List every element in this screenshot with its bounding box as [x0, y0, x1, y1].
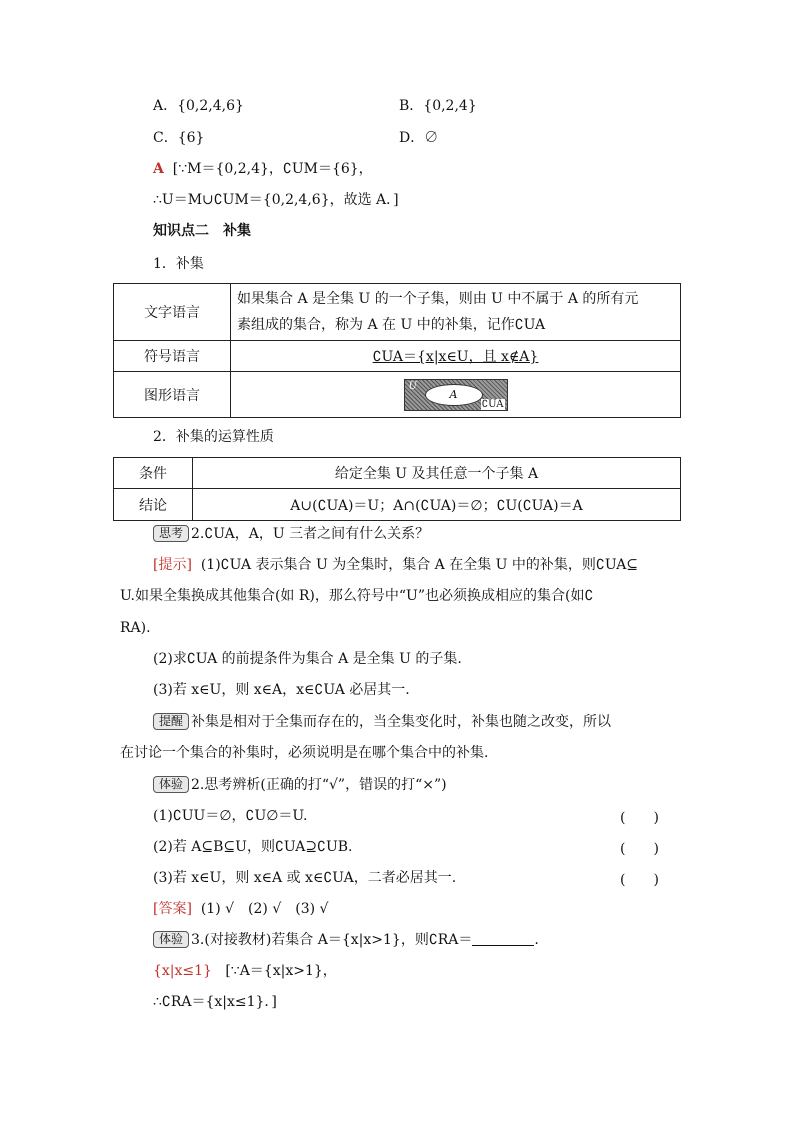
venn-label-complement: ∁UA: [481, 398, 504, 410]
complement-table: [113, 283, 681, 418]
row-label-symbol-language: 符号语言: [114, 341, 231, 372]
hint-tag: [提示]: [153, 557, 192, 573]
row-value-conclusion: A∪(∁UA)＝U；A∩(∁UA)＝∅；∁U(∁UA)＝A: [193, 489, 681, 521]
venn-diagram: [404, 379, 508, 411]
option-a: A．{0,2,4,6}: [153, 98, 244, 114]
properties-table: [113, 457, 681, 521]
row-label-condition: 条件: [114, 458, 193, 489]
hint-text-1: (1)∁UA 表示集合 U 为全集时，集合 A 在全集 U 中的补集，则∁UA⊆: [200, 557, 639, 573]
think-question-text: 2.∁UA，A，U 三者之间有什么关系？: [191, 526, 430, 542]
remind-tag: 提醒: [153, 713, 189, 730]
option-d: D．∅: [399, 130, 439, 146]
exp2-question-text: 3.(对接教材)若集合 A＝{x|x>1}，则∁RA＝: [191, 932, 473, 948]
exp1-title: [153, 776, 447, 794]
solution-line-2: ∴U＝M∪∁UM＝{0,2,4,6}，故选 A．]: [153, 192, 399, 208]
solution-text-1: [∵M＝{0,2,4}，∁UM＝{6}，: [172, 161, 373, 177]
venn-ellipse-a: A: [425, 384, 483, 406]
hint-line-1: [153, 556, 638, 574]
remind-line-2: 在讨论一个集合的补集时，必须说明是在哪个集合中的补集.: [120, 745, 489, 761]
row-label-graph-language: 图形语言: [114, 372, 231, 418]
subsection-2: 2．补集的运算性质: [153, 429, 274, 445]
definition-line-2: 素组成的集合，称为 A 在 U 中的补集，记作∁UA: [237, 317, 546, 333]
option-b: B．{0,2,4}: [399, 98, 477, 114]
row-value-condition: 给定全集 U 及其任意一个子集 A: [193, 458, 681, 489]
exp1-q3: (3)若 x∈U，则 x∈A 或 x∈∁UA，二者必居其一.: [153, 870, 457, 886]
think-question: [153, 525, 429, 543]
exp2-tag: 体验: [153, 931, 189, 948]
exp1-title-text: 2.思考辨析(正确的打“√”，错误的打“×”): [191, 777, 447, 793]
hint-line-4: (2)求∁UA 的前提条件为集合 A 是全集 U 的子集.: [153, 651, 462, 667]
row-label-conclusion: 结论: [114, 489, 193, 521]
hint-line-2: U.如果全集换成其他集合(如 R)，那么符号中“U”也必须换成相应的集合(如∁: [120, 588, 594, 604]
exp2-question: 体验 3.(对接教材)若集合 A＝{x|x>1}，则∁RA＝ .: [153, 931, 539, 949]
row-value-graph-language: [231, 372, 681, 418]
exp1-tag: 体验: [153, 776, 189, 793]
exp1-q1: (1)∁UU＝∅，∁U∅＝U.: [153, 808, 308, 824]
exp2-solution-text-1: [∵A＝{x|x>1}，: [225, 963, 337, 979]
think-tag: 思考: [153, 525, 189, 542]
exp1-answer-text: (1) √ (2) √ (3) √: [200, 901, 329, 917]
row-value-symbol-language: [231, 341, 681, 372]
symbol-definition: ∁UA＝{x|x∈U，且 x∉A}: [372, 349, 539, 365]
row-value-text-language: [231, 284, 681, 341]
exp1-q2: (2)若 A⊆B⊆U，则∁UA⊇∁UB.: [153, 839, 353, 855]
venn-label-u: U: [408, 380, 417, 392]
definition-line-1: 如果集合 A 是全集 U 的一个子集，则由 U 中不属于 A 的所有元: [237, 291, 639, 307]
hint-line-5: (3)若 x∈U，则 x∈A，x∈∁UA 必居其一.: [153, 682, 410, 698]
hint-line-3: RA).: [120, 620, 151, 636]
solution-line-1: [153, 160, 373, 178]
exp1-q2-paren: ( ): [620, 841, 659, 857]
option-c: C．{6}: [153, 130, 205, 146]
exp1-answer: [153, 900, 328, 918]
exp1-q3-paren: ( ): [620, 872, 659, 888]
remind-line-1: [153, 713, 611, 731]
exp1-answer-tag: [答案]: [153, 901, 192, 917]
subsection-1: 1．补集: [153, 256, 204, 272]
exp2-solution-1: [153, 962, 337, 980]
row-label-text-language: 文字语言: [114, 284, 231, 341]
exp2-answer: {x|x≤1}: [153, 963, 212, 979]
exp2-solution-2: ∴∁RA＝{x|x≤1}．]: [153, 994, 277, 1010]
exp1-q1-paren: ( ): [620, 810, 659, 826]
remind-text-1: 补集是相对于全集而存在的，当全集变化时，补集也随之改变，所以: [191, 714, 612, 730]
answer-blank: [472, 931, 534, 946]
section-title: 知识点二 补集: [153, 223, 251, 239]
answer-letter: A: [153, 161, 164, 177]
